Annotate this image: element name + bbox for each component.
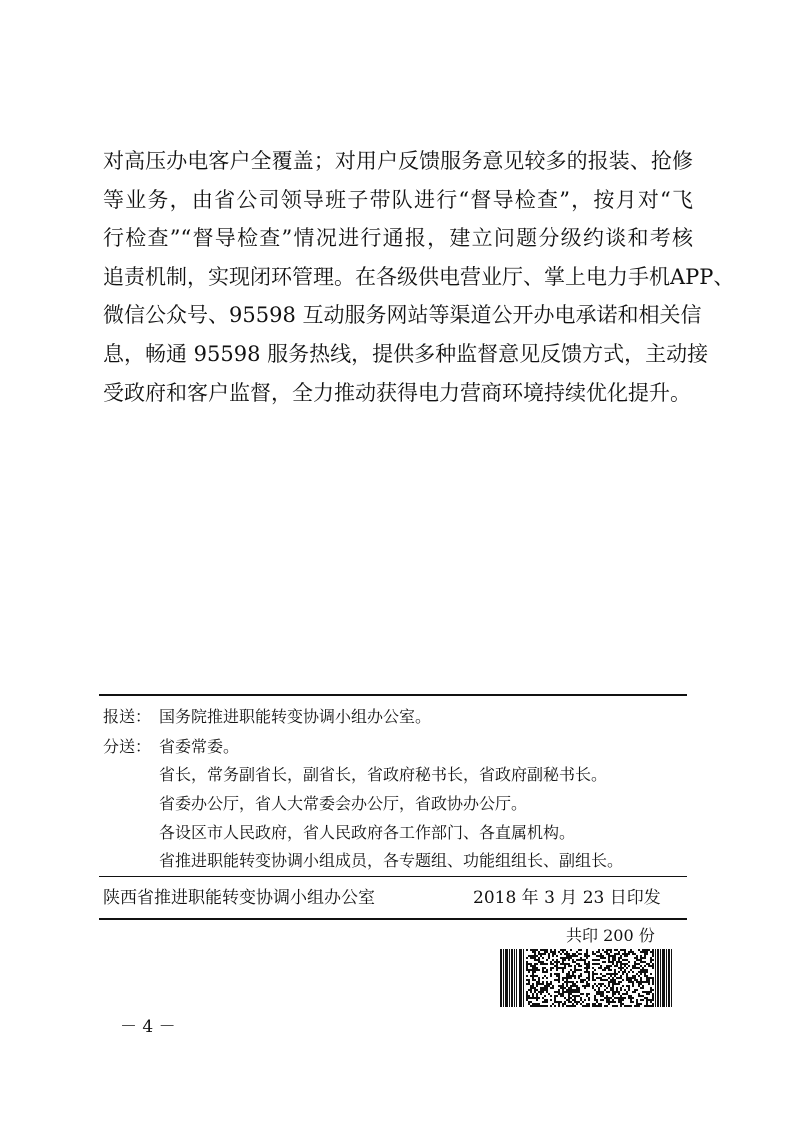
report-recipient: 国务院推进职能转变协调小组办公室。 [159,707,432,726]
body-line: 微信公众号、95598 互动服务网站等渠道公开办电承诺和相关信 [103,303,702,328]
body-line: 受政府和客户监督，全力推动获得电力营商环境持续优化提升。 [103,380,691,405]
body-line: 对高压办电客户全覆盖；对用户反馈服务意见较多的报装、抢修 [103,149,693,173]
divider-bottom [99,918,687,920]
body-line: 等业务，由省公司领导班子带队进行“督导检查”，按月对“飞 [103,187,693,212]
body-line: 行检查”“督导检查”情况进行通报，建立问题分级约谈和考核 [103,226,693,251]
send-line [103,737,683,757]
report-line [103,707,683,727]
divider-top [99,694,687,696]
send-recipient-line: 各设区市人民政府，省人民政府各工作部门、各直属机构。 [159,823,576,842]
body-line: 息，畅通 95598 服务热线，提供多种监督意见反馈方式，主动接 [103,341,709,366]
send-recipient-line: 省长，常务副省长，副省长，省政府秘书长，省政府副秘书长。 [159,765,608,784]
issuer: 陕西省推进职能转变协调小组办公室 [103,888,375,908]
body-text [103,142,735,412]
issue-date: 2018 年 3 月 23 日印发 [473,888,661,908]
divider-middle [99,876,687,877]
print-count: 共印 200 份 [566,926,655,945]
send-recipient: 省委常委。 [159,737,240,756]
send-recipient-line: 省委办公厅，省人大常委会办公厅，省政协办公厅。 [159,794,528,813]
barcode [500,949,672,1007]
page-number: － 4 － [120,1017,176,1037]
report-label: 报送： [103,707,152,726]
send-recipient-line: 省推进职能转变协调小组成员，各专题组、功能组组长、副组长。 [159,851,624,870]
send-label: 分送： [103,737,152,756]
body-line: 追责机制，实现闭环管理。在各级供电营业厅、掌上电力手机APP、 [103,264,735,289]
